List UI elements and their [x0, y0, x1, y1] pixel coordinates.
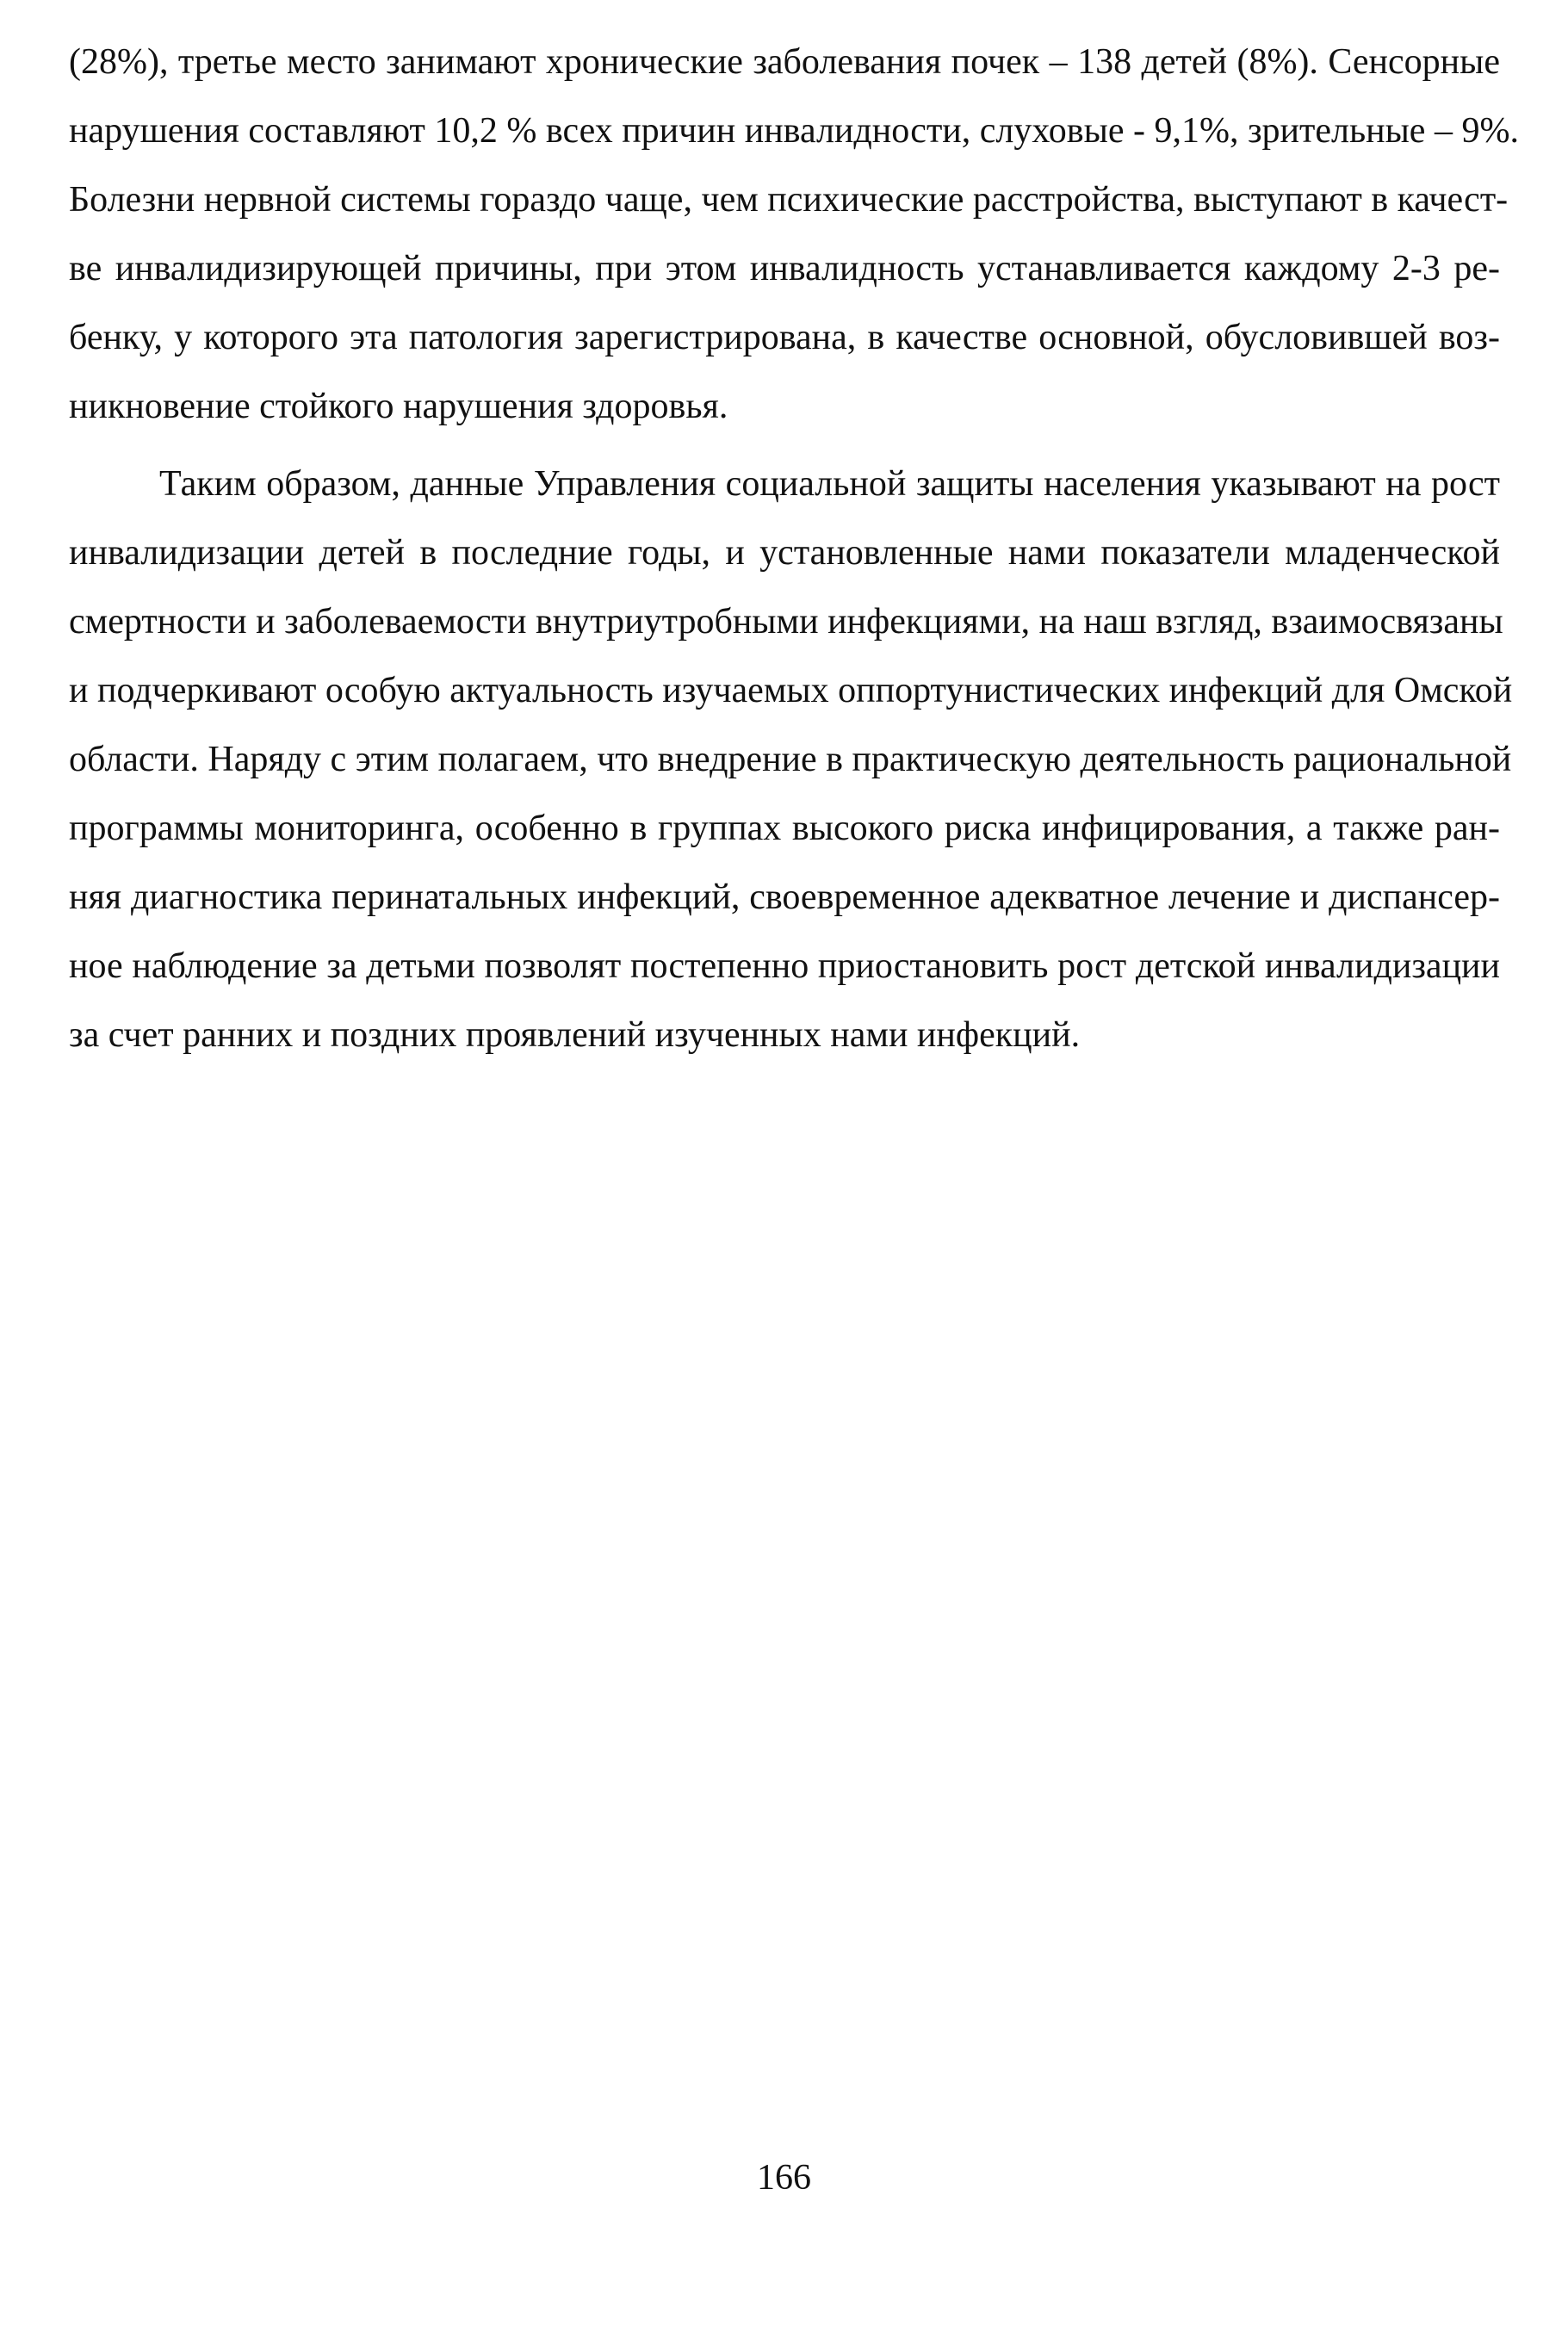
text-line: нарушения составляют 10,2 % всех причин инвалидности, слуховые - 9,1%, зрительные – 9%.	[69, 111, 1519, 151]
paragraph-1	[69, 28, 1519, 441]
text-line: няя диагностика перинатальных инфекций, своевременное адекватное лечение и диспансер-	[69, 877, 1500, 917]
text-line: инвалидизации детей в последние годы, и установленные нами показатели младенческой	[69, 533, 1500, 573]
text-line: и подчеркивают особую актуальность изучаемых оппортунистических инфекций для Омской	[69, 671, 1513, 710]
text-line: за счет ранних и поздних проявлений изученных нами инфекций.	[69, 1015, 1081, 1055]
text-line: смертности и заболеваемости внутриутробными инфекциями, на наш взгляд, взаимосвязаны	[69, 602, 1503, 642]
text-line: программы мониторинга, особенно в группах высокого риска инфицирования, а также ран-	[69, 809, 1500, 848]
text-line: ное наблюдение за детьми позволят постепенно приостановить рост детской инвалидизации	[69, 946, 1500, 986]
text-line: никновение стойкого нарушения здоровья.	[69, 387, 728, 426]
page-number: 166	[757, 2158, 811, 2198]
paragraph-2	[69, 450, 1513, 1070]
text-line: Болезни нервной системы гораздо чаще, чем психические расстройства, выступают в качест-	[69, 180, 1509, 220]
text-line: ве инвалидизирующей причины, при этом инвалидность устанавливается каждому 2-3 ре-	[69, 249, 1500, 288]
text-line: области. Наряду с этим полагаем, что внедрение в практическую деятельность рациональной	[69, 740, 1512, 779]
text-line: Таким образом, данные Управления социальной защиты населения указывают на рост	[159, 464, 1500, 504]
text-line: (28%), третье место занимают хронические заболевания почек – 138 детей (8%). Сенсорные	[69, 42, 1500, 82]
text-line: бенку, у которого эта патология зарегистрирована, в качестве основной, обусловившей воз-	[69, 318, 1500, 357]
